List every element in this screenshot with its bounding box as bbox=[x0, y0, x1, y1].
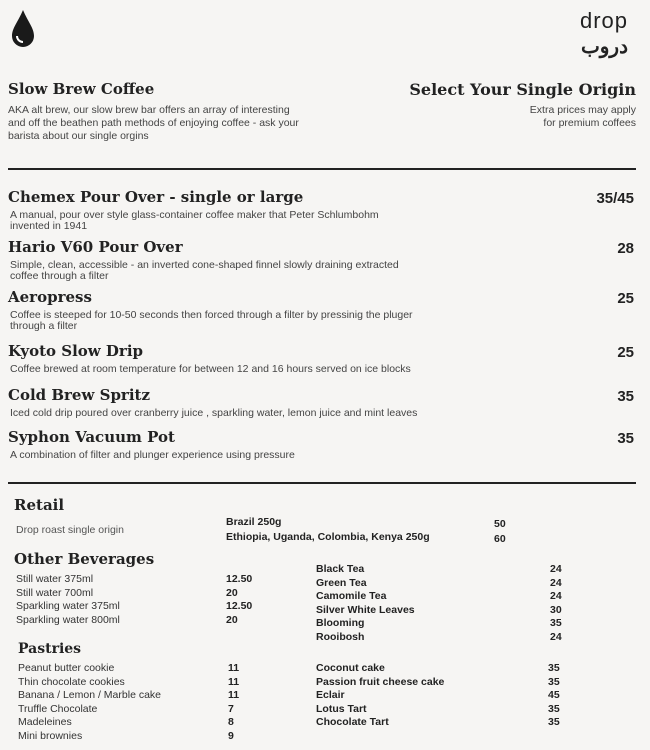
coffee-item-desc: Simple, clean, accessible - an inverted cone-shaped finnel slowly draining extracted bbox=[10, 259, 399, 271]
drop-logo-icon bbox=[8, 8, 38, 48]
coffee-item-price: 28 bbox=[617, 240, 634, 257]
menu-item-price: 20 bbox=[226, 613, 238, 626]
divider bbox=[8, 482, 636, 484]
menu-item-name: Black Tea bbox=[316, 563, 365, 575]
menu-item-price: 24 bbox=[550, 630, 562, 643]
menu-item-price: 45 bbox=[548, 689, 560, 701]
menu-item-name: Truffle Chocolate bbox=[18, 702, 98, 715]
menu-item-name: Still water 375ml bbox=[16, 573, 94, 585]
coffee-item-desc: invented in 1941 bbox=[10, 220, 88, 232]
divider bbox=[8, 168, 636, 170]
origin-note-line: Extra prices may apply bbox=[529, 104, 636, 116]
pastries-title: Pastries bbox=[18, 641, 82, 657]
coffee-item-desc: Coffee is steeped for 10-50 seconds then forced through a filter by pressinig the pluger bbox=[10, 309, 413, 321]
menu-item-name: Coconut cake bbox=[316, 662, 385, 674]
menu-item-name: Camomile Tea bbox=[316, 590, 387, 602]
coffee-item-desc: coffee through a filter bbox=[10, 270, 109, 282]
coffee-item-name: Chemex Pour Over - single or large bbox=[8, 188, 304, 206]
retail-item-price: 60 bbox=[494, 533, 506, 545]
coffee-item-price: 25 bbox=[617, 290, 634, 307]
menu-item-price: 7 bbox=[228, 702, 234, 715]
menu-item-name: Silver White Leaves bbox=[316, 603, 415, 616]
menu-item-price: 24 bbox=[550, 563, 562, 575]
menu-item-price: 12.50 bbox=[226, 600, 253, 612]
coffee-item-desc: A manual, pour over style glass-container coffee maker that Peter Schlumbohm bbox=[10, 209, 379, 221]
menu-item-price: 35 bbox=[550, 617, 562, 629]
coffee-item-price: 35 bbox=[617, 388, 634, 405]
menu-item-name: Lotus Tart bbox=[316, 702, 367, 715]
menu-item-price: 12.50 bbox=[226, 573, 253, 585]
menu-item-price: 35 bbox=[548, 662, 560, 674]
menu-item-price: 11 bbox=[228, 675, 240, 688]
origin-note-line: for premium coffees bbox=[543, 117, 636, 129]
origin-note bbox=[530, 104, 636, 130]
intro-line: barista about our single orgins bbox=[8, 130, 149, 142]
menu-item-name: Thin chocolate cookies bbox=[18, 675, 125, 688]
menu-item-name: Still water 700ml bbox=[16, 586, 94, 599]
coffee-item-desc: Iced cold drip poured over cranberry juice , sparkling water, lemon juice and mint leaves bbox=[10, 407, 418, 419]
coffee-item-name: Syphon Vacuum Pot bbox=[8, 428, 175, 446]
menu-item-price: 24 bbox=[550, 590, 562, 602]
beverages-title: Other Beverages bbox=[14, 550, 155, 568]
menu-item-price: 20 bbox=[226, 586, 238, 599]
menu-item-name: Passion fruit cheese cake bbox=[316, 675, 445, 688]
menu-item-price: 24 bbox=[550, 576, 562, 589]
intro-title: Slow Brew Coffee bbox=[8, 80, 155, 98]
intro-line: AKA alt brew, our slow brew bar offers an array of interesting bbox=[8, 104, 290, 116]
menu-item-name: Mini brownies bbox=[18, 729, 83, 742]
brand-name-arabic: دروب bbox=[580, 36, 628, 58]
menu-item-name: Peanut butter cookie bbox=[18, 662, 115, 674]
menu-item-price: 35 bbox=[548, 716, 560, 728]
coffee-item-name: Kyoto Slow Drip bbox=[8, 342, 144, 360]
coffee-item-name: Aeropress bbox=[8, 288, 92, 306]
menu-item-price: 35 bbox=[548, 702, 560, 715]
menu-item-name: Green Tea bbox=[316, 576, 367, 589]
menu-item-name: Madeleines bbox=[18, 716, 72, 728]
coffee-item-desc: through a filter bbox=[10, 320, 78, 332]
retail-title: Retail bbox=[14, 496, 65, 514]
intro-text bbox=[8, 104, 368, 143]
menu-item-name: Eclair bbox=[316, 689, 345, 701]
menu-item-name: Banana / Lemon / Marble cake bbox=[18, 689, 162, 701]
menu-item-price: 35 bbox=[548, 675, 560, 688]
coffee-item-desc: A combination of filter and plunger experience using pressure bbox=[10, 449, 295, 461]
menu-item-name: Chocolate Tart bbox=[316, 716, 389, 728]
menu-item-price: 9 bbox=[228, 729, 234, 742]
coffee-item-price: 35 bbox=[617, 430, 634, 447]
retail-label: Drop roast single origin bbox=[16, 524, 124, 536]
retail-item-price: 50 bbox=[494, 518, 506, 530]
menu-item-name: Rooibosh bbox=[316, 630, 365, 643]
coffee-item-desc: Coffee brewed at room temperature for between 12 and 16 hours served on ice blocks bbox=[10, 363, 411, 375]
menu-item-price: 11 bbox=[228, 689, 240, 701]
coffee-item-price: 25 bbox=[617, 344, 634, 361]
menu-item-price: 11 bbox=[228, 662, 240, 674]
menu-item-name: Sparkling water 800ml bbox=[16, 613, 120, 626]
coffee-item-price: 35/45 bbox=[596, 190, 634, 207]
origin-title: Select Your Single Origin bbox=[409, 80, 636, 99]
menu-item-price: 30 bbox=[550, 603, 562, 616]
menu-item-price: 8 bbox=[228, 716, 234, 728]
retail-item-name: Ethiopia, Uganda, Colombia, Kenya 250g bbox=[226, 531, 430, 543]
menu-item-name: Blooming bbox=[316, 617, 365, 629]
coffee-item-name: Hario V60 Pour Over bbox=[8, 238, 183, 256]
menu-item-name: Sparkling water 375ml bbox=[16, 600, 120, 612]
retail-item-name: Brazil 250g bbox=[226, 516, 282, 528]
brand-name: drop bbox=[579, 8, 628, 33]
coffee-item-name: Cold Brew Spritz bbox=[8, 386, 150, 404]
intro-line: and off the beathen path methods of enjoying coffee - ask your bbox=[8, 117, 299, 129]
